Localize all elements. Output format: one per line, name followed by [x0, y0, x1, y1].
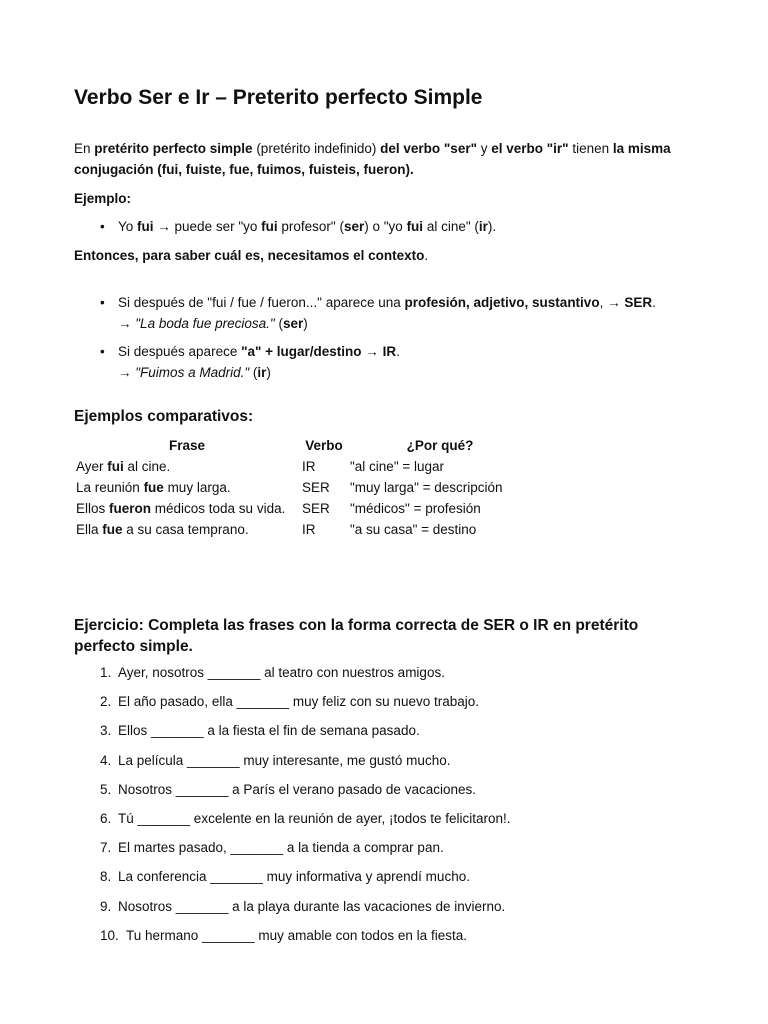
list-item: 7. El martes pasado, _______ a la tienda a comprar pan. [100, 840, 444, 856]
cell-frase: La reunión fue muy larga. [76, 480, 231, 495]
cell-porque: "muy larga" = descripción [350, 480, 503, 495]
rule-ser-bullet: • Si después de "fui / fue / fueron..." aparece una profesión, adjetivo, sustantivo, → SER. → "La boda fue preciosa." (ser) [118, 292, 698, 334]
cell-frase: Ellos fueron médicos toda su vida. [76, 501, 286, 516]
page-title: Verbo Ser e Ir – Preterito perfecto Simple [74, 86, 483, 109]
header-frase: Frase [168, 438, 206, 453]
table-row [74, 519, 532, 540]
bullet-dot: • [100, 219, 105, 234]
cell-verbo: IR [302, 459, 316, 474]
bullet-dot: • [100, 295, 105, 310]
cell-porque: "al cine" = lugar [350, 459, 445, 474]
list-item: 4. La película _______ muy interesante, me gustó mucho. [100, 752, 451, 768]
bullet-dot: • [100, 344, 105, 359]
table-row [74, 456, 532, 477]
ejemplo-label: Ejemplo: [74, 191, 132, 206]
cell-verbo: IR [302, 522, 316, 537]
list-item: 2. El año pasado, ella _______ muy feliz con su nuevo trabajo. [100, 694, 479, 710]
comparativos-heading: Ejemplos comparativos: [74, 408, 254, 425]
list-item: 3. Ellos _______ a la fiesta el fin de semana pasado. [100, 723, 420, 739]
cell-verbo: SER [302, 480, 330, 495]
header-verbo: Verbo [305, 438, 343, 453]
cell-frase: Ayer fui al cine. [76, 459, 171, 474]
list-item: 10. Tu hermano _______ muy amable con todos en la fiesta. [100, 927, 467, 943]
list-item: 6. Tú _______ excelente en la reunión de ayer, ¡todos te felicitaron!. [100, 810, 511, 826]
table-header-row [74, 435, 532, 456]
cell-frase: Ella fue a su casa temprano. [76, 522, 249, 537]
table-row [74, 477, 532, 498]
cell-porque: "médicos" = profesión [350, 501, 481, 516]
list-item: 5. Nosotros _______ a París el verano pasado de vacaciones. [100, 781, 476, 797]
cell-verbo: SER [302, 501, 330, 516]
table-row [74, 498, 532, 519]
list-item: 9. Nosotros _______ a la playa durante las vacaciones de invierno. [100, 898, 506, 914]
comparison-table [74, 435, 532, 540]
ejemplo-bullet: • Yo fui → puede ser "yo fui profesor" (ser) o "yo fui al cine" (ir). [118, 216, 698, 237]
list-item: 1. Ayer, nosotros _______ al teatro con nuestros amigos. [100, 665, 445, 680]
intro-paragraph: En pretérito perfecto simple (pretérito indefinido) del verbo "ser" y el verbo "ir" tienen la misma conjugación (fui, fuiste, fue, fuimos, fuisteis, fueron). [74, 141, 671, 177]
cell-porque: "a su casa" = destino [350, 522, 477, 537]
exercise-list [74, 662, 694, 954]
rule-ir-bullet: • Si después aparece "a" + lugar/destino → IR. → "Fuimos a Madrid." (ir) [118, 341, 698, 383]
list-item: 8. La conferencia _______ muy informativa y aprendí mucho. [100, 869, 470, 885]
ejercicio-heading: Ejercicio: Completa las frases con la forma correcta de SER o IR en pretérito perfecto simple. [74, 617, 639, 655]
entonces-paragraph: Entonces, para saber cuál es, necesitamos el contexto. [74, 248, 429, 263]
header-porque: ¿Por qué? [406, 438, 474, 453]
